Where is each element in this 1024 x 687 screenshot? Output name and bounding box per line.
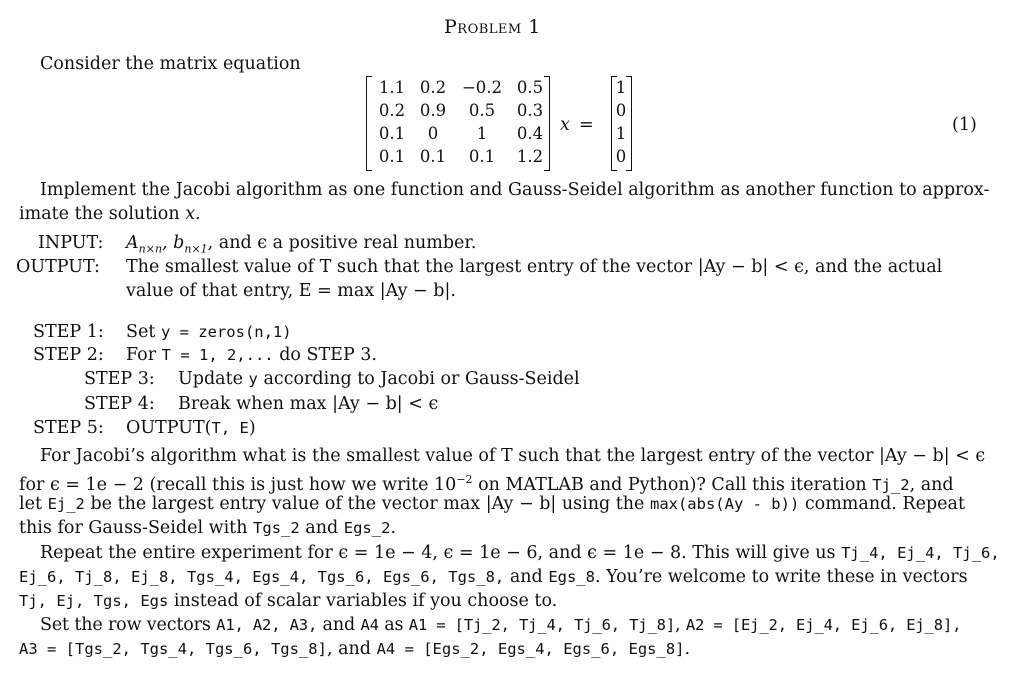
matrix-a-entry: 1.2 (516, 147, 544, 166)
para2-line-1: Repeat the entire experiment for ϵ = 1e − 4, ϵ = 1e − 6, and ϵ = 1e − 8. This will give us Tj_4, Ej_4, Tj_6, (40, 543, 1000, 563)
para1-line-2: for ϵ = 1e − 2 (recall this is just how we write $10^{-2}$ on MATLAB and Python)? Call this iteration Tj_2, and (19, 473, 954, 495)
matrix-a-entry: 1 (476, 124, 488, 143)
para3-line-2: A3 = [Tgs_2, Tgs_4, Tgs_6, Tgs_8], and A4 = [Egs_2, Egs_4, Egs_6, Egs_8]. (19, 639, 691, 659)
vector-b-entry: 1 (615, 78, 627, 97)
matrix-a-entry: 0.1 (378, 124, 406, 143)
equals-sign: = (579, 115, 594, 135)
variable-x: x (560, 115, 570, 135)
para1-line-1: For Jacobi’s algorithm what is the smallest value of T such that the largest entry of the vector |Ay − b| < ϵ (40, 446, 986, 466)
para1-line-3: let Ej_2 be the largest entry value of the vector max |Ay − b| using the max(abs(Ay - b)) command. Repeat (19, 494, 965, 514)
step-2-label: STEP 2: (33, 345, 104, 365)
output-line-2: value of that entry, E = max |Ay − b|. (126, 281, 456, 301)
step-1-label: STEP 1: (33, 322, 104, 342)
vector-b-entry: 0 (615, 101, 627, 120)
input-label: INPUT: (38, 233, 104, 253)
problem-title: Problem 1 (444, 16, 541, 38)
para1-line-4: this for Gauss-Seidel with Tgs_2 and Egs_2. (19, 518, 397, 538)
matrix-a-entry: 0.4 (516, 124, 544, 143)
step-3-text: Update y according to Jacobi or Gauss-Seidel (178, 369, 580, 389)
para2-line-3: Tj, Ej, Tgs, Egs instead of scalar variables if you choose to. (19, 591, 558, 611)
step-3-label: STEP 3: (84, 369, 155, 389)
step-4-label: STEP 4: (84, 394, 155, 414)
matrix-a-entry: 1.1 (378, 78, 406, 97)
input-text: $A_{n\times n}$, $b_{n\times 1}$, and ϵ a positive real number. (126, 233, 477, 256)
vector-b-entry: 1 (615, 124, 627, 143)
matrix-a-entry: 0.9 (419, 101, 447, 120)
matrix-a-entry: 0.2 (378, 101, 406, 120)
step-5-label: STEP 5: (33, 418, 104, 438)
matrix-a-entry: 0.1 (419, 147, 447, 166)
output-line-1: The smallest value of T such that the largest entry of the vector |Ay − b| < ϵ, and the actual (126, 257, 943, 277)
intro-text: Consider the matrix equation (40, 54, 301, 74)
step-5-text: OUTPUT(T, E) (126, 418, 256, 438)
matrix-a-entry: 0.2 (419, 78, 447, 97)
task-line-2: imate the solution x. (19, 204, 201, 224)
step-2-text: For T = 1, 2,... do STEP 3. (126, 345, 377, 365)
output-label: OUTPUT: (16, 257, 100, 277)
matrix-a-entry: 0 (427, 124, 439, 143)
matrix-a-entry: −0.2 (461, 78, 503, 97)
matrix-a-entry: 0.5 (468, 101, 496, 120)
task-line-1: Implement the Jacobi algorithm as one function and Gauss-Seidel algorithm as another function to approx- (40, 180, 990, 200)
para3-line-1: Set the row vectors A1, A2, A3, and A4 as A1 = [Tj_2, Tj_4, Tj_6, Tj_8], A2 = [Ej_2, Ej_4, Ej_6, Ej_8], (40, 615, 962, 635)
matrix-a-entry: 0.3 (516, 101, 544, 120)
matrix-a-entry: 0.1 (378, 147, 406, 166)
step-4-text: Break when max |Ay − b| < ϵ (178, 394, 439, 414)
matrix-a-entry: 0.5 (516, 78, 544, 97)
equation-number: (1) (952, 115, 977, 135)
vector-b-entry: 0 (615, 147, 627, 166)
matrix-a-entry: 0.1 (468, 147, 496, 166)
para2-line-2: Ej_6, Tj_8, Ej_8, Tgs_4, Egs_4, Tgs_6, Egs_6, Tgs_8, and Egs_8. You’re welcome to write these in vectors (19, 567, 968, 587)
step-1-text: Set y = zeros(n,1) (126, 322, 292, 342)
